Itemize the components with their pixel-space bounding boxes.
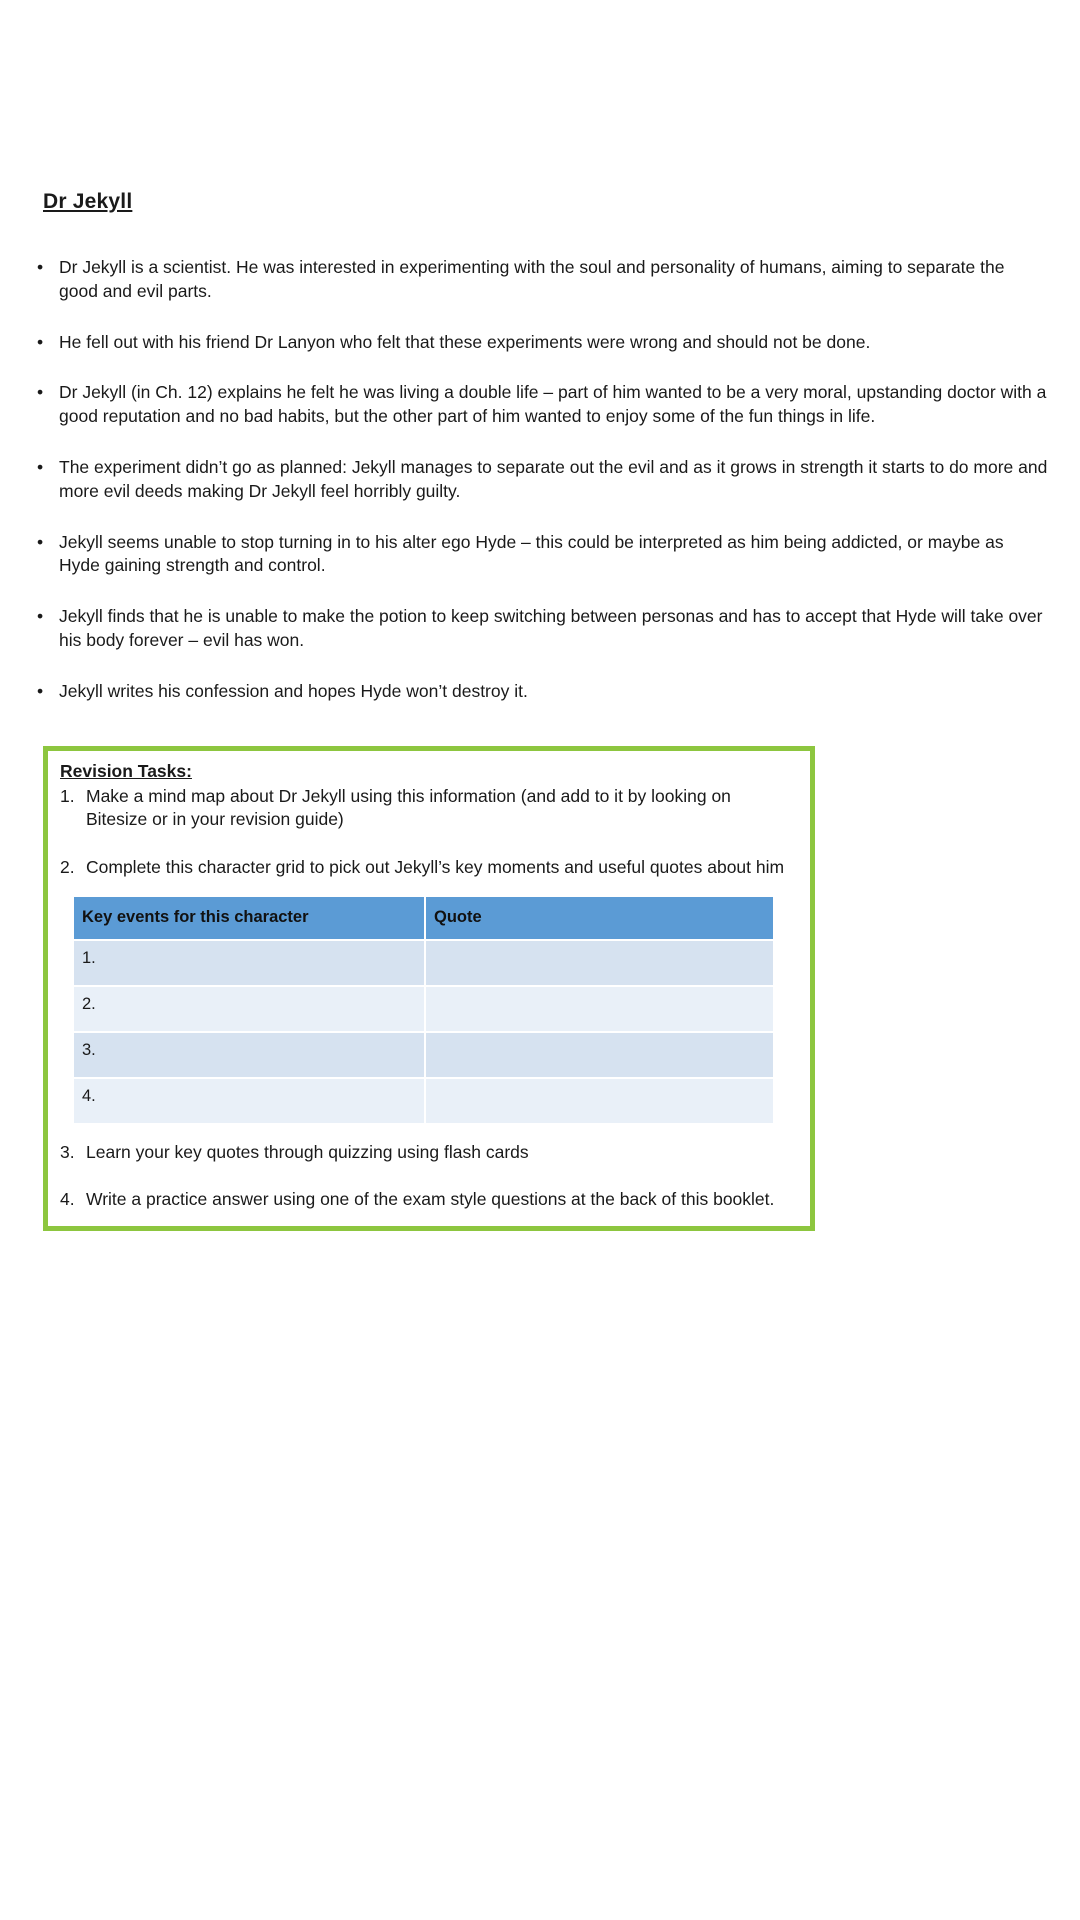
quote-cell (425, 986, 774, 1032)
page-title: Dr Jekyll (43, 190, 133, 213)
bullet-text: The experiment didn’t go as planned: Jekyll manages to separate out the evil and as it grows in strength it starts to do more and more evil deeds making Dr Jekyll feel horribly guilty. (59, 456, 1048, 501)
task-number: 3. (60, 1141, 75, 1162)
task-item (60, 785, 796, 833)
table-row (73, 940, 774, 986)
event-cell: 4. (73, 1078, 425, 1124)
bullet-item (43, 605, 1048, 653)
task-text: Complete this character grid to pick out Jekyll’s key moments and useful quotes about him (86, 857, 785, 878)
bullet-list (43, 256, 1048, 704)
task-item (60, 1188, 796, 1212)
task-number: 1. (60, 785, 75, 806)
task-item (60, 856, 796, 880)
bullet-text: Jekyll seems unable to stop turning in to his alter ego Hyde – this could be interpreted as him being addicted, or maybe as Hyde gaining strength and control. (59, 531, 1004, 576)
bullet-text: Dr Jekyll is a scientist. He was interested in experimenting with the soul and personality of humans, aiming to separate the good and evil parts. (59, 257, 1005, 301)
quote-cell (425, 1078, 774, 1124)
table-row (73, 1078, 774, 1124)
bullet-text: He fell out with his friend Dr Lanyon who felt that these experiments were wrong and should not be done. (59, 331, 871, 352)
task-number: 2. (60, 857, 75, 878)
table-row (73, 986, 774, 1032)
table-header-row (73, 896, 774, 940)
bullet-item (43, 331, 1048, 355)
bullet-item (43, 256, 1048, 304)
revision-tasks-box (43, 746, 815, 1231)
quote-cell (425, 1032, 774, 1078)
quote-cell (425, 940, 774, 986)
bullet-item (43, 680, 1048, 704)
table-header-cell-quote: Quote (425, 896, 774, 940)
bullet-item (43, 531, 1048, 579)
bullet-item (43, 456, 1048, 504)
table-row (73, 1032, 774, 1078)
event-cell: 3. (73, 1032, 425, 1078)
task-number: 4. (60, 1188, 75, 1209)
task-text: Write a practice answer using one of the exam style questions at the back of this booklet. (86, 1188, 775, 1209)
character-grid-table (72, 895, 775, 1125)
bullet-text: Jekyll writes his confession and hopes Hyde won’t destroy it. (59, 680, 528, 701)
bullet-item (43, 381, 1048, 429)
task-text: Make a mind map about Dr Jekyll using this information (and add to it by looking on Bitesize or in your revision guide) (86, 785, 731, 830)
event-cell: 1. (73, 940, 425, 986)
event-cell: 2. (73, 986, 425, 1032)
bullet-text: Jekyll finds that he is unable to make the potion to keep switching between personas and has to accept that Hyde will take over his body forever – evil has won. (59, 606, 1043, 650)
task-text: Learn your key quotes through quizzing using flash cards (86, 1141, 529, 1162)
revision-heading: Revision Tasks: (60, 760, 192, 781)
task-item (60, 1141, 796, 1165)
bullet-text: Dr Jekyll (in Ch. 12) explains he felt he was living a double life – part of him wanted to be a very moral, upstanding doctor with a good reputation and no bad habits, but the other part of him wanted to enjoy some of the fun things in life. (59, 382, 1047, 427)
table-header-cell-events: Key events for this character (73, 896, 425, 940)
tasks-after-table (60, 1141, 796, 1212)
